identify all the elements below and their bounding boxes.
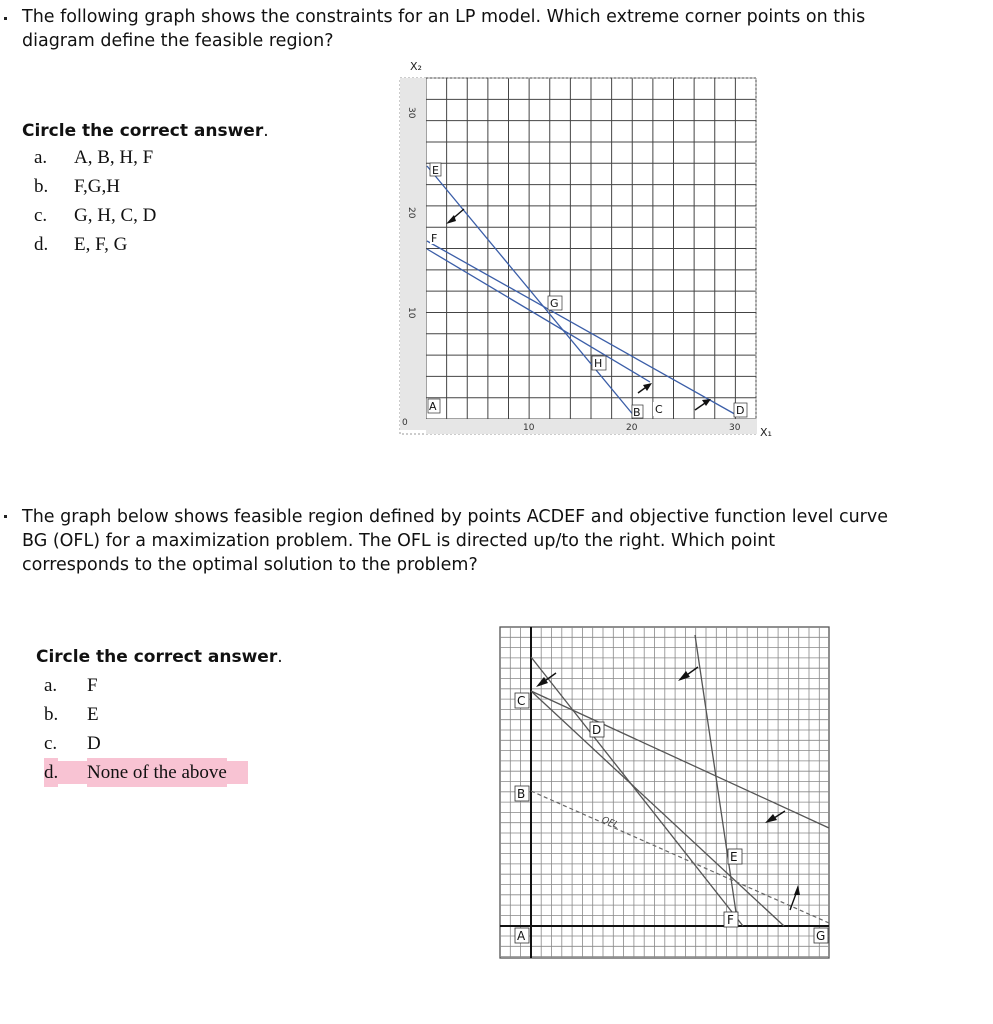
q1-option-d[interactable] — [34, 230, 294, 259]
circle-prompt-2-period: . — [277, 647, 283, 667]
circle-prompt-2-label: Circle the correct answer — [36, 647, 278, 667]
svg-text:G: G — [816, 929, 826, 943]
point-label-b — [632, 405, 643, 419]
svg-text:F: F — [431, 232, 438, 245]
point-label-h — [592, 356, 606, 370]
option-letter: b. — [34, 176, 49, 197]
option-text: F,G,H — [74, 176, 120, 197]
option-text: None of the above — [87, 758, 227, 787]
svg-text:B: B — [517, 787, 526, 801]
question-1-text: The following graph shows the constraints for an LP model. Which extreme corner points on this diagram define the feasible region? — [22, 7, 866, 51]
q2-option-b[interactable] — [44, 700, 304, 729]
question-2-options — [44, 671, 304, 787]
point-label-d — [734, 403, 747, 417]
option-letter: d. — [34, 234, 49, 255]
svg-text:A: A — [429, 400, 437, 413]
point-label-e — [728, 849, 742, 864]
y-tick-10: 10 — [406, 307, 416, 319]
point-label-e — [430, 163, 441, 177]
constraint-line-fh — [427, 249, 650, 382]
question-1-options — [34, 143, 294, 259]
svg-text:C: C — [655, 403, 663, 416]
point-label-f — [430, 231, 440, 245]
x-tick-20: 20 — [626, 423, 638, 433]
arrow-head-icon — [643, 383, 652, 391]
point-label-a — [428, 399, 440, 413]
point-label-g — [814, 928, 828, 943]
svg-text:D: D — [736, 404, 745, 417]
x-tick-30: 30 — [729, 423, 741, 433]
option-letter: a. — [44, 675, 58, 696]
option-letter: d. — [44, 758, 58, 787]
svg-text:F: F — [727, 913, 734, 927]
svg-text:C: C — [517, 694, 526, 708]
option-text: F — [87, 675, 98, 696]
option-text: D — [87, 733, 101, 754]
y-tick-30: 30 — [406, 107, 416, 119]
constraint-graph-1 — [390, 55, 790, 445]
option-text: E — [87, 704, 99, 725]
constraint-line-f — [427, 241, 740, 417]
question-marker — [4, 17, 7, 20]
q2-option-d-highlighted[interactable] — [44, 758, 304, 787]
svg-text:D: D — [592, 723, 602, 737]
svg-text:G: G — [550, 297, 559, 310]
ofl-label: OFL — [599, 815, 620, 831]
svg-text:E: E — [730, 850, 738, 864]
question-2-text: The graph below shows feasible region defined by points ACDEF and objective function level curve BG (OFL) for a maximization problem. The OFL is directed up/to the right. Which point corresponds to the optimal solution to the problem? — [22, 507, 888, 575]
point-label-d — [590, 722, 604, 737]
svg-text:A: A — [517, 929, 526, 943]
y-tick-20: 20 — [406, 207, 416, 219]
option-text: E, F, G — [74, 234, 128, 255]
circle-prompt-1 — [22, 119, 269, 143]
point-label-c — [515, 693, 529, 708]
q1-option-c[interactable] — [34, 201, 294, 230]
q1-option-b[interactable] — [34, 172, 294, 201]
y-axis-strip — [400, 78, 426, 430]
option-letter: a. — [34, 147, 48, 168]
circle-prompt-2 — [36, 645, 283, 669]
y-axis-label: X₂ — [410, 60, 422, 73]
svg-text:H: H — [594, 357, 603, 370]
svg-text:B: B — [633, 406, 641, 419]
point-label-f — [724, 912, 738, 927]
option-letter: b. — [44, 704, 59, 725]
y-tick-0: 0 — [402, 418, 408, 428]
question-marker — [4, 515, 7, 518]
x-axis-strip — [426, 419, 757, 434]
point-label-a — [515, 928, 529, 943]
circle-prompt-1-label: Circle the correct answer — [22, 121, 264, 141]
point-label-c — [653, 402, 666, 416]
q1-option-a[interactable] — [34, 143, 294, 172]
q2-option-a[interactable] — [44, 671, 304, 700]
q2-option-c[interactable] — [44, 729, 304, 758]
point-label-g — [548, 296, 562, 310]
option-letter: c. — [34, 205, 48, 226]
option-text: G, H, C, D — [74, 205, 157, 226]
x-axis-label: X₁ — [760, 426, 772, 439]
point-label-b — [515, 786, 529, 801]
x-tick-10: 10 — [523, 423, 535, 433]
feasible-region-graph-2 — [498, 625, 832, 961]
circle-prompt-1-period: . — [263, 121, 269, 141]
svg-text:E: E — [432, 164, 439, 177]
option-text: A, B, H, F — [74, 147, 154, 168]
option-letter: c. — [44, 733, 58, 754]
